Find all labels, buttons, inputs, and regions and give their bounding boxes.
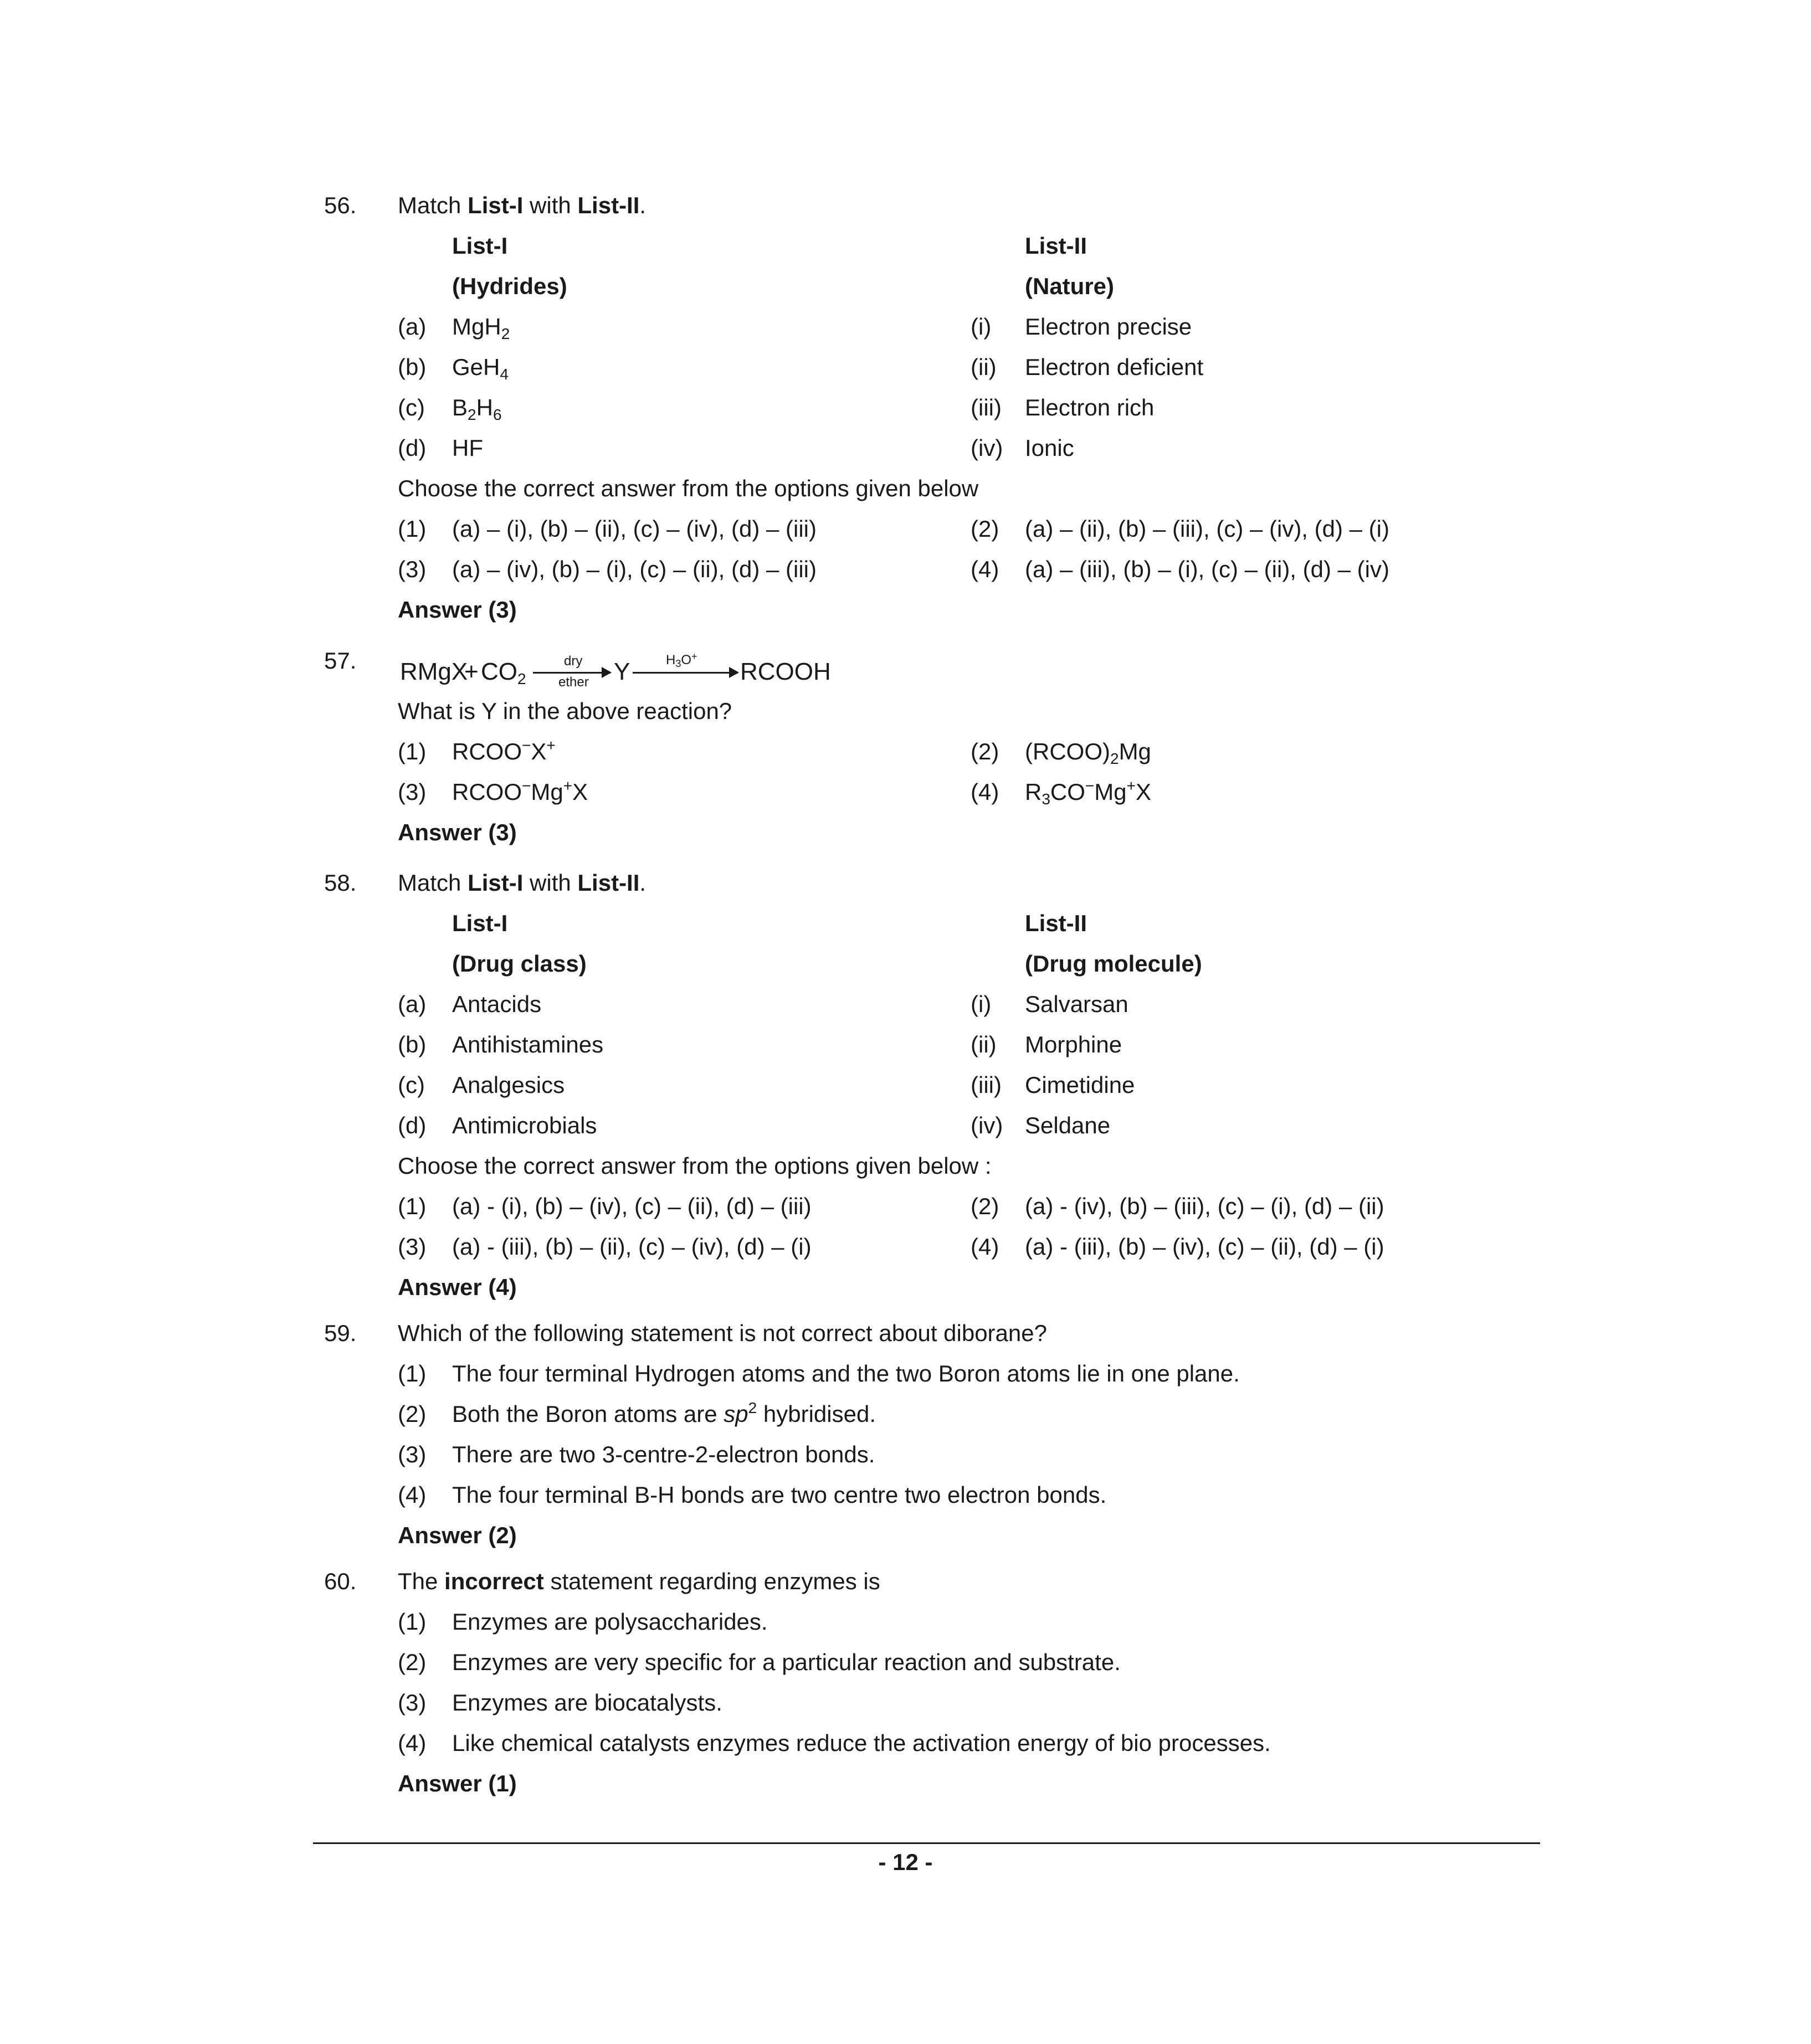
list-1-heading: List-I [452,910,508,936]
option-number: (2) [971,1193,999,1219]
match-label: (b) [398,1031,427,1057]
match-label: (ii) [971,354,997,380]
option-number: (2) [971,516,999,542]
option-number: (2) [971,738,999,764]
option-text: RCOO−Mg+X [452,777,588,805]
question-prompt: Match List-I with List-II. [398,870,647,896]
match-label: (i) [971,991,992,1017]
option-number: (3) [398,1441,427,1467]
drug-molecule: Seldane [1025,1112,1111,1138]
question-text: The incorrect statement regarding enzymes is [398,1568,880,1594]
match-label: (a) [398,991,427,1017]
footer-divider [313,1842,1540,1844]
list-2-subheading: (Drug molecule) [1025,951,1202,977]
option-text: Enzymes are biocatalysts. [452,1689,722,1716]
hydride-formula: GeH$_4$ [452,354,509,383]
page-number: - 12 - [878,1849,933,1875]
answer-text: Answer (1) [398,1770,517,1796]
hydride-formula: HF [452,435,483,461]
option-text: Both the Boron atoms are $sp^2$ hybridised. [452,1399,876,1427]
option-number: (3) [398,556,427,582]
match-label: (iii) [971,394,1002,420]
option-text: Enzymes are polysaccharides. [452,1609,768,1635]
reaction-condition: dry [564,654,583,669]
option-number: (3) [398,779,427,805]
option-number: (1) [398,1360,427,1386]
option-text: (a) – (i), (b) – (ii), (c) – (iv), (d) – (iii) [452,516,817,542]
option-number: (4) [398,1730,427,1756]
match-label: (c) [398,394,425,420]
drug-molecule: Morphine [1025,1031,1122,1057]
question-number: 59. [324,1320,357,1346]
drug-class: Antacids [452,991,542,1017]
list-2-heading: List-II [1025,233,1087,259]
question-text: What is Y in the above reaction? [398,698,732,724]
option-number: (4) [971,556,999,582]
drug-class: Antihistamines [452,1031,604,1057]
option-text: Enzymes are very specific for a particular reaction and substrate. [452,1649,1121,1675]
drug-class: Analgesics [452,1072,565,1098]
question-number: 60. [324,1568,357,1594]
option-number: (3) [398,1234,427,1260]
option-text: (a) - (iii), (b) – (ii), (c) – (iv), (d) – (i) [452,1234,812,1260]
option-text: (a) - (iv), (b) – (iii), (c) – (i), (d) – (ii) [1025,1193,1384,1219]
question-prompt: Match List-I with List-II. [398,192,647,218]
instruction-text: Choose the correct answer from the options given below [398,475,979,501]
option-text: The four terminal B-H bonds are two centre two electron bonds. [452,1482,1107,1508]
option-text: RCOO−X+ [452,737,556,764]
nature-text: Ionic [1025,435,1074,461]
option-text: Like chemical catalysts enzymes reduce the activation energy of bio processes. [452,1730,1271,1756]
option-number: (1) [398,516,427,542]
option-text: (a) – (iii), (b) – (i), (c) – (ii), (d) – (iv) [1025,556,1389,582]
match-label: (iv) [971,435,1003,461]
question-number: 56. [324,192,357,218]
option-number: (4) [398,1482,427,1508]
option-number: (2) [398,1649,427,1675]
answer-text: Answer (3) [398,819,517,845]
list-2-heading: List-II [1025,910,1087,936]
list-1-subheading: (Drug class) [452,951,587,977]
match-label: (c) [398,1072,425,1098]
reaction-arrow [533,672,610,674]
question-text: Which of the following statement is not correct about diborane? [398,1320,1047,1346]
match-label: (d) [398,1112,427,1138]
nature-text: Electron precise [1025,314,1192,340]
hydride-formula: $B_2H_6$ [452,394,502,423]
reaction-condition: ether [558,675,589,690]
match-label: (a) [398,314,427,340]
list-1-subheading: (Hydrides) [452,273,567,299]
option-text: (a) - (i), (b) – (iv), (c) – (ii), (d) – (iii) [452,1193,812,1219]
product: RCOOH [740,658,831,685]
option-number: (1) [398,738,427,764]
option-number: (3) [398,1689,427,1716]
plus-sign: + [464,658,479,685]
option-number: (4) [971,1234,999,1260]
drug-molecule: Salvarsan [1025,991,1128,1017]
match-label: (b) [398,354,427,380]
reaction-condition: $H_3O^+$ [666,651,697,669]
intermediate: Y [614,658,630,685]
question-number: 58. [324,870,357,896]
reactant: RMgX [400,658,468,685]
reactant: $CO_2$ [481,658,526,687]
option-number: (1) [398,1609,427,1635]
option-text: There are two 3-centre-2-electron bonds. [452,1441,875,1467]
option-text: (a) - (iii), (b) – (iv), (c) – (ii), (d) – (i) [1025,1234,1384,1260]
match-label: (d) [398,435,427,461]
drug-class: Antimicrobials [452,1112,597,1138]
drug-molecule: Cimetidine [1025,1072,1135,1098]
option-text: $R_3CO^-Mg^+X$ [1025,777,1152,808]
option-text: The four terminal Hydrogen atoms and the two Boron atoms lie in one plane. [452,1360,1240,1386]
answer-text: Answer (3) [398,597,517,623]
reaction-arrow [633,672,738,674]
nature-text: Electron rich [1025,394,1155,420]
option-text: (a) – (iv), (b) – (i), (c) – (ii), (d) – (iii) [452,556,817,582]
list-2-subheading: (Nature) [1025,273,1115,299]
match-label: (iv) [971,1112,1003,1138]
answer-text: Answer (4) [398,1274,517,1300]
option-number: (1) [398,1193,427,1219]
option-number: (2) [398,1401,427,1427]
match-label: (i) [971,314,992,340]
list-1-heading: List-I [452,233,508,259]
match-label: (ii) [971,1031,997,1057]
question-number: 57. [324,648,357,674]
option-text: (a) – (ii), (b) – (iii), (c) – (iv), (d) – (i) [1025,516,1389,542]
nature-text: Electron deficient [1025,354,1204,380]
instruction-text: Choose the correct answer from the options given below : [398,1153,992,1179]
answer-text: Answer (2) [398,1522,517,1548]
hydride-formula: MgH$_2$ [452,314,510,342]
match-label: (iii) [971,1072,1002,1098]
option-number: (4) [971,779,999,805]
option-text: $(RCOO)_2Mg$ [1025,738,1151,767]
